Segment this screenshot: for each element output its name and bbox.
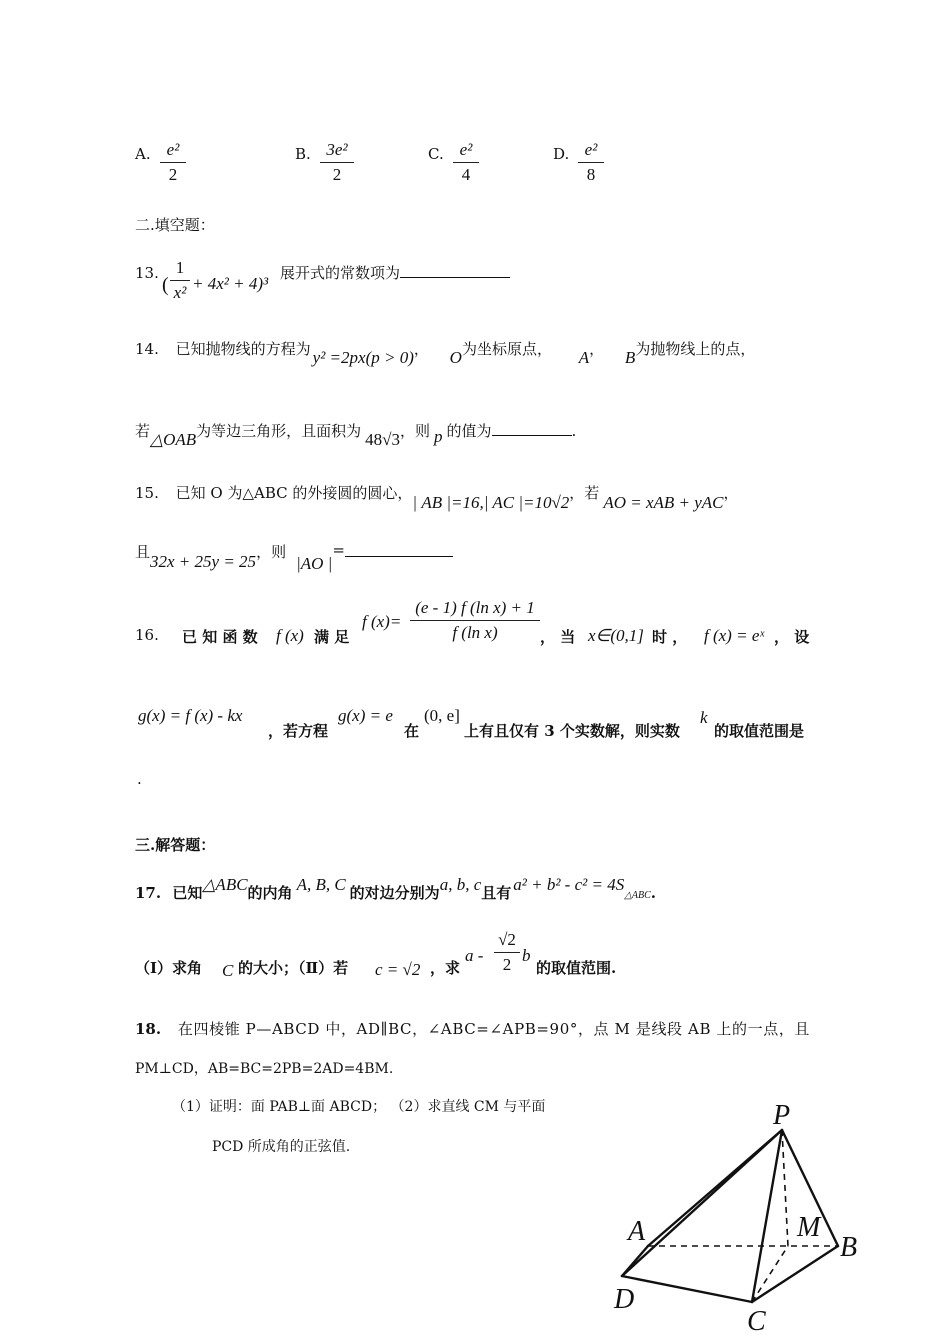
q17-part4: 的取值范围. — [536, 959, 617, 977]
q15-line2 — [135, 541, 453, 573]
q17-sides: a, b, c — [439, 875, 482, 894]
edge-dc — [622, 1276, 752, 1302]
q17-frac-num: √2 — [498, 930, 516, 949]
q17-expr-b: b — [522, 946, 531, 965]
q18-text1: 在四棱锥 P—ABCD 中，AD∥BC，∠ABC=∠APB=90°，点 M 是线段 AB 上的一点，且 — [177, 1020, 811, 1038]
q16-text5: ， 设 — [774, 628, 810, 646]
q18-line2: PM⊥CD，AB=BC=2PB=2AD=4BM. — [135, 1061, 394, 1077]
label-d: D — [614, 1284, 635, 1315]
q16-frac-den: f (ln x) — [452, 623, 498, 642]
q17-triangle: △ABC — [202, 875, 248, 894]
choice-c-letter: C. — [428, 145, 444, 163]
q15-answer-blank[interactable] — [345, 556, 453, 557]
q13-open-paren: ( — [162, 274, 169, 296]
choice-a-letter: A. — [135, 145, 151, 163]
section-solution-heading: 三.解答题： — [135, 836, 216, 854]
q13-frac-num: 1 — [175, 258, 185, 277]
q17-part3: ，求 — [430, 959, 461, 977]
edge-pd — [622, 1130, 782, 1276]
q16-number: 16. — [135, 626, 159, 644]
q13-expression: + 4x² + 4)³ — [192, 274, 269, 293]
q15-linear-eq: 32x + 25y = 25 — [150, 552, 257, 571]
q15-text4: 且 — [135, 543, 151, 561]
q15-text1: 已知 O 为△ABC 的外接圆的圆心， — [175, 484, 413, 502]
label-p: P — [773, 1100, 791, 1131]
q16-gx-eq: g(x) = e — [338, 706, 393, 725]
choice-a-den: 2 — [168, 165, 178, 184]
q15-text2: ，若 — [569, 484, 600, 502]
q15-equals: = — [332, 541, 345, 559]
q14-area: 48√3 — [365, 430, 400, 449]
choice-c-den: 4 — [461, 165, 471, 184]
choice-c-fraction — [453, 140, 479, 185]
choice-b-num: 3e² — [326, 140, 348, 159]
q13-text — [280, 262, 510, 283]
q18-line4: PCD 所成角的正弦值. — [212, 1139, 351, 1155]
q16-fx: f (x) — [276, 626, 304, 645]
q14-number: 14. — [135, 340, 159, 358]
q16-text3: ， 当 — [540, 628, 576, 646]
q13-number: 13. — [135, 264, 159, 282]
q16-domain: (0, e] — [424, 706, 460, 725]
q18-number: 18. — [135, 1020, 162, 1038]
edge-pm-hidden — [782, 1130, 788, 1246]
q17-text4: 且有 — [481, 884, 512, 902]
q13-fraction — [170, 258, 190, 303]
choice-d-num: e² — [584, 140, 598, 159]
label-a: A — [628, 1216, 646, 1247]
edge-ad — [622, 1246, 648, 1276]
q15-ao-abs: |AO | — [296, 554, 333, 573]
q16-frac-num: (e - 1) f (ln x) + 1 — [415, 598, 535, 617]
q14-period: . — [571, 422, 577, 440]
q17-angles: A, B, C — [296, 875, 346, 894]
choice-b-den: 2 — [332, 165, 342, 184]
q17-part2: 的大小；（Ⅱ）若 — [238, 959, 349, 977]
section-fill-in-heading: 二.填空题： — [135, 216, 215, 234]
q14-answer-blank[interactable] — [492, 435, 572, 436]
q14-triangle-oab: △OAB — [150, 430, 197, 449]
q17-fraction — [494, 930, 520, 975]
q14-line2 — [135, 420, 577, 449]
q16-text2: 满 足 — [314, 628, 350, 646]
q17-text3: 的对边分别为 — [349, 884, 440, 902]
choice-d-den: 8 — [586, 165, 596, 184]
q14-point-b: B — [624, 348, 636, 367]
q13-answer-blank[interactable] — [400, 277, 510, 278]
q17-period: . — [650, 884, 657, 902]
q13-prompt: 展开式的常数项为 — [280, 264, 401, 282]
q14-parabola-eq: y² =2px(p > 0) — [312, 348, 414, 367]
q14-point-a: A — [578, 348, 590, 367]
q16-text1: 已 知 函 数 — [182, 628, 258, 646]
q17-c-value: c = √2 — [375, 960, 421, 979]
q17-frac-den: 2 — [502, 955, 512, 974]
q14-text7: 的值为 — [446, 422, 492, 440]
q16-text6: ，若方程 — [268, 722, 329, 740]
label-c: C — [747, 1306, 766, 1337]
q16-text4: 时 ， — [652, 628, 688, 646]
q18-line3: （1）证明：面 PAB⊥面 ABCD； （2）求直线 CM 与平面 — [172, 1099, 546, 1115]
q14-text1: 已知抛物线的方程为 — [175, 340, 311, 358]
q16-text7: 在 — [404, 722, 420, 740]
q14-text3: 为抛物线上的点， — [635, 340, 756, 358]
q17-condition-sub: △ABC — [624, 890, 651, 901]
q14-p: p — [434, 427, 443, 446]
q16-fx-exp: f (x) = eˣ — [704, 626, 765, 645]
q16-fx-lhs: f (x)= — [362, 612, 402, 631]
choice-a-fraction — [160, 140, 186, 185]
q17-number: 17. — [135, 884, 162, 902]
q17-condition: a² + b² - c² = 4S — [513, 875, 625, 894]
q15-number: 15. — [135, 484, 159, 502]
label-b: B — [840, 1232, 858, 1263]
q15-lengths: | AB |=16,| AC |=10√2 — [412, 493, 570, 512]
q16-period: . — [137, 770, 142, 788]
q16-gx-def: g(x) = f (x) - kx — [138, 706, 243, 725]
q14-text4: 若 — [135, 422, 151, 440]
q14-text5: 为等边三角形，且面积为 — [196, 422, 362, 440]
choice-a-num: e² — [166, 140, 180, 159]
q16-text9: 的取值范围是 — [714, 722, 805, 740]
q17-line1 — [135, 875, 657, 903]
choice-d-letter: D. — [553, 145, 570, 163]
q15-text5: ，则 — [256, 543, 287, 561]
q15-vector-eq: AO = xAB + yAC — [603, 493, 724, 512]
q17-part1: （Ⅰ）求角 — [135, 959, 203, 977]
choice-c-num: e² — [459, 140, 473, 159]
q16-fraction — [410, 598, 540, 643]
q16-text8: 上有且仅有 3 个实数解，则实数 — [464, 722, 680, 740]
q14-comma1: ， — [413, 340, 429, 358]
q13-frac-den: x² — [173, 283, 187, 302]
choice-d-fraction — [578, 140, 604, 185]
q16-k: k — [700, 708, 708, 727]
q17-text2: 的内角 — [247, 884, 293, 902]
q15-text3: ， — [723, 484, 739, 502]
choice-b-letter: B. — [295, 145, 311, 163]
q17-text1: 已知 — [172, 884, 203, 902]
q14-text6: ，则 — [400, 422, 431, 440]
label-m: M — [797, 1212, 821, 1243]
q14-text2: 为坐标原点， — [461, 340, 552, 358]
q17-expr-a: a - — [465, 946, 484, 965]
q14-line1 — [135, 338, 756, 367]
q17-angle-c: C — [222, 961, 234, 980]
q15-line1 — [135, 482, 739, 512]
q16-interval: x∈(0,1] — [588, 626, 644, 645]
q18-line1 — [135, 1018, 810, 1039]
choice-b-fraction — [320, 140, 354, 185]
edge-cb — [752, 1246, 838, 1302]
edge-pc — [752, 1130, 782, 1302]
q14-origin-o: O — [449, 348, 462, 367]
q14-comma2: ， — [589, 340, 605, 358]
